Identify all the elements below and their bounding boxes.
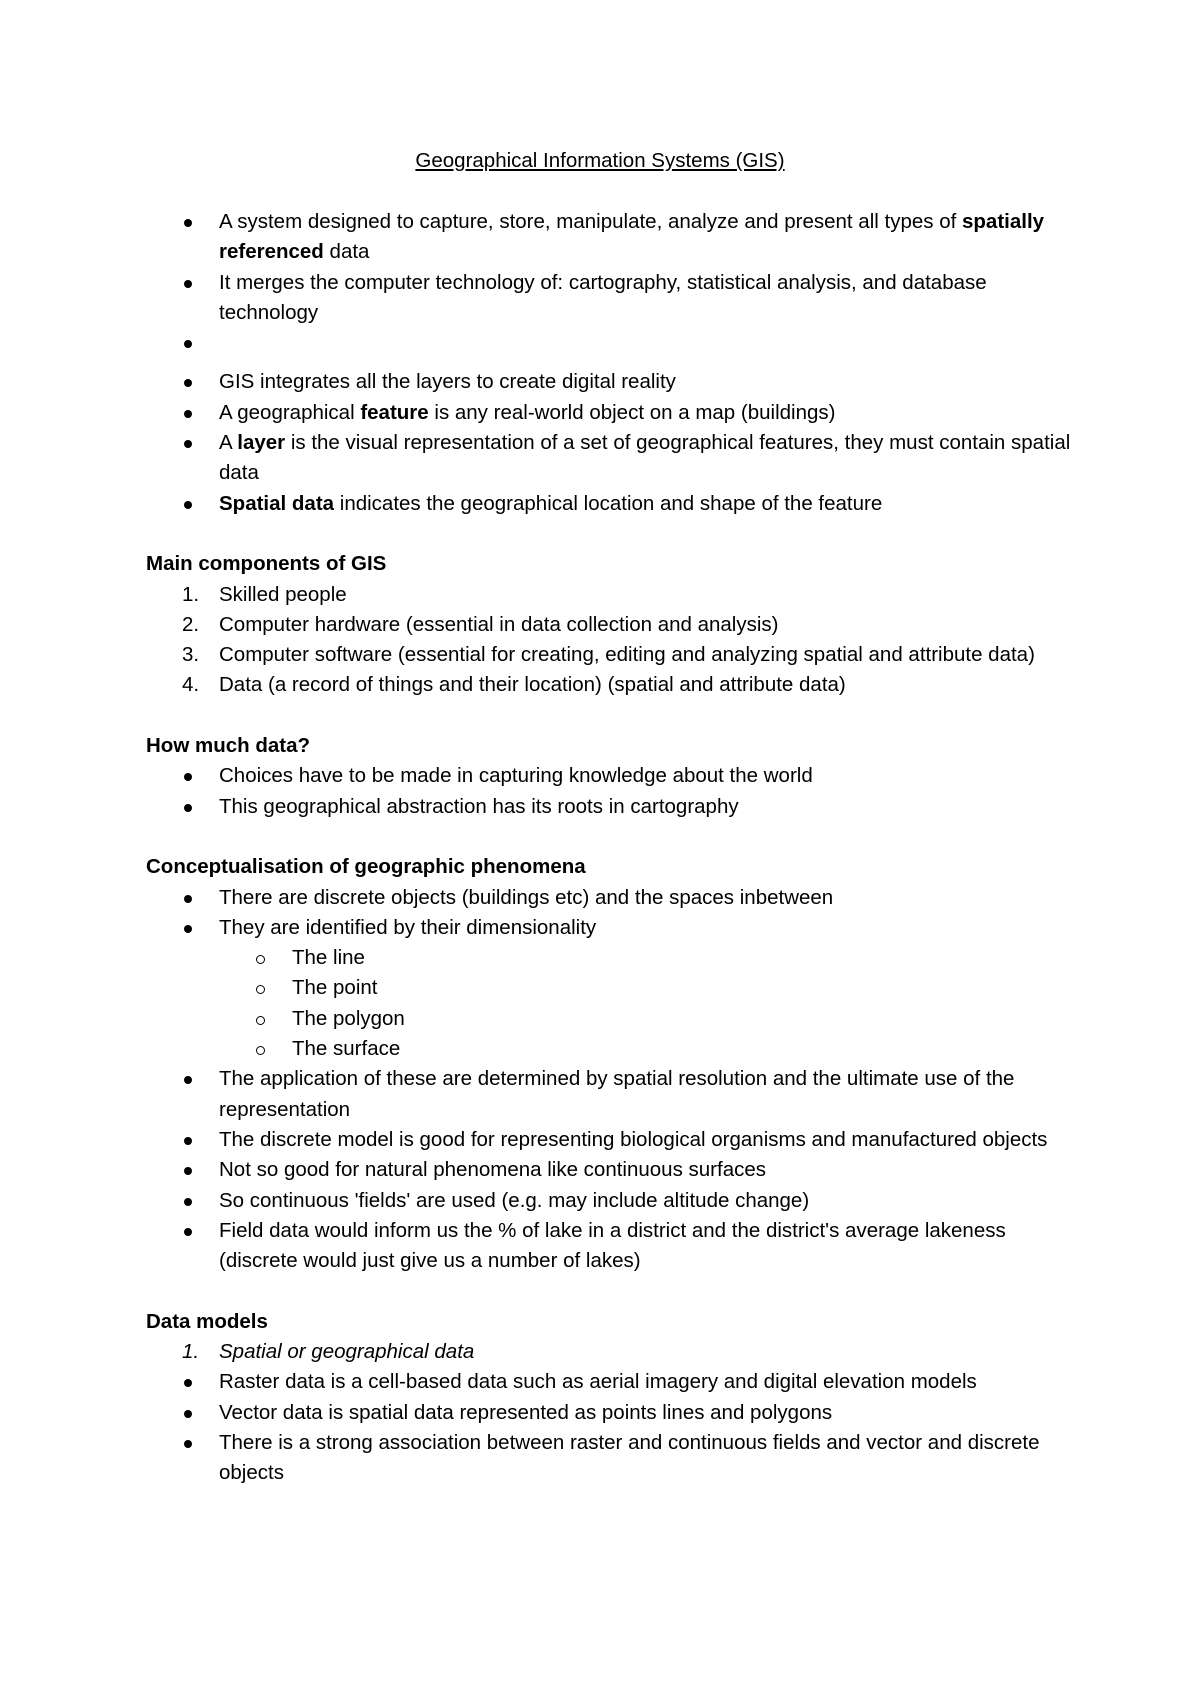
numbered-item: 2. Computer hardware (essential in data collection and analysis) [182, 612, 779, 636]
list-item: So continuous 'fields' are used (e.g. may include altitude change) [146, 1186, 1076, 1216]
numbered-item: 1. Skilled people [182, 582, 347, 606]
list-item: Spatial data indicates the geographical location and shape of the feature [146, 489, 1076, 519]
components-list [146, 580, 1076, 701]
numbered-item: 3. Computer software (essential for creating, editing and analyzing spatial and attribute data) [182, 643, 1035, 667]
sub-list-item: The surface [146, 1034, 1076, 1064]
list-item: Not so good for natural phenomena like continuous surfaces [146, 1155, 1076, 1185]
models-numbered-list [146, 1337, 1076, 1367]
list-item: Field data would inform us the % of lake in a district and the district's average lakeness (discrete would just give us a number of lakes) [146, 1216, 1076, 1277]
section-heading-data-models: Data models [146, 1309, 268, 1333]
numbered-item: 1. Spatial or geographical data [182, 1339, 475, 1363]
list-item-empty [146, 328, 1076, 367]
section-heading-components: Main components of GIS [146, 552, 387, 576]
list-item: A geographical feature is any real-world object on a map (buildings) [146, 398, 1076, 428]
bold-term: spatially referenced [219, 210, 1045, 264]
list-item: Vector data is spatial data represented as points lines and polygons [146, 1398, 1076, 1428]
spacer [146, 701, 1076, 731]
list-item: GIS integrates all the layers to create digital reality [146, 367, 1076, 397]
list-item: The discrete model is good for representing biological organisms and manufactured objects [146, 1125, 1076, 1155]
list-item: They are identified by their dimensionality [146, 913, 1076, 943]
numbered-item: 4. Data (a record of things and their location) (spatial and attribute data) [182, 673, 846, 697]
list-item: This geographical abstraction has its roots in cartography [146, 792, 1076, 822]
document-body [146, 207, 1076, 1488]
sub-list-item: The polygon [146, 1004, 1076, 1034]
intro-list [146, 207, 1076, 519]
document-title: Geographical Information Systems (GIS) [415, 149, 785, 172]
how-much-list [146, 761, 1076, 822]
sub-list-item: The point [146, 973, 1076, 1003]
list-item: A layer is the visual representation of a set of geographical features, they must contain spatial data [146, 428, 1076, 489]
list-item: The application of these are determined by spatial resolution and the ultimate use of the representation [146, 1064, 1076, 1125]
dimensionality-sublist [146, 943, 1076, 1064]
list-item: Choices have to be made in capturing knowledge about the world [146, 761, 1076, 791]
concept-list-continued [146, 1064, 1076, 1276]
bold-term: layer [237, 431, 286, 455]
concept-list [146, 883, 1076, 944]
list-item: There is a strong association between raster and continuous fields and vector and discrete objects [146, 1428, 1076, 1489]
section-heading-conceptualisation: Conceptualisation of geographic phenomena [146, 855, 586, 879]
spacer [146, 822, 1076, 852]
sub-list-item: The line [146, 943, 1076, 973]
list-item: A system designed to capture, store, manipulate, analyze and present all types of spatially referenced data [146, 207, 1076, 268]
bold-term: Spatial data [219, 491, 335, 515]
list-item: Raster data is a cell-based data such as aerial imagery and digital elevation models [146, 1367, 1076, 1397]
spacer [146, 1276, 1076, 1306]
bold-term: feature [360, 400, 429, 424]
list-item: There are discrete objects (buildings etc) and the spaces inbetween [146, 883, 1076, 913]
spacer [146, 519, 1076, 549]
section-heading-how-much-data: How much data? [146, 734, 311, 758]
list-item: It merges the computer technology of: cartography, statistical analysis, and database technology [146, 268, 1076, 329]
models-list [146, 1367, 1076, 1488]
